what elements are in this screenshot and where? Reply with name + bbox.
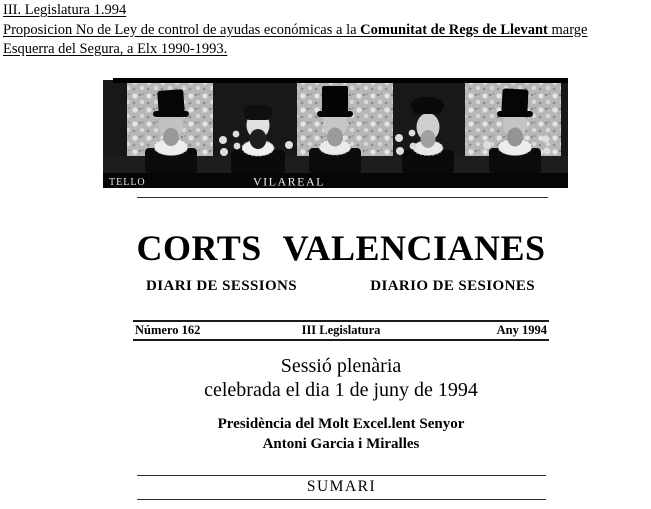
note-proposition-line	[3, 21, 587, 41]
subtitle-diario-de-sesiones: DIARIO DE SESIONES	[370, 278, 535, 294]
caption-band	[103, 173, 568, 188]
session-date: celebrada el dia 1 de juny de 1994	[204, 378, 478, 401]
divider-under-banner	[137, 197, 548, 198]
sumari-heading: SUMARI	[137, 475, 546, 500]
note-segura-line: Esquerra del Segura, a Elx 1990-1993.	[3, 41, 228, 57]
issue-legislature: III Legislatura	[301, 323, 381, 337]
note-proposition-bold: Comunitat de Regs de Llevant	[360, 21, 548, 38]
subtitle-diari-de-sessions: DIARI DE SESSIONS	[146, 278, 298, 294]
masthead-subtitles	[146, 278, 535, 295]
presidency-name: Antoni Garcia i Miralles	[262, 436, 420, 452]
issue-year: Any 1994	[496, 323, 547, 337]
annotation-notes	[3, 1, 587, 60]
caption-tello: TELLO	[109, 177, 146, 188]
engraving-top-border	[113, 78, 568, 83]
session-heading	[133, 355, 549, 402]
presidency-block	[133, 414, 549, 454]
caption-vilareal: VILAREAL	[253, 174, 325, 188]
note-legislature-line: III. Legislatura 1.994	[3, 2, 127, 18]
note-proposition-pre: Proposicion No de Ley de control de ayudas económicas a la	[3, 21, 361, 38]
issue-bar	[133, 320, 549, 341]
issue-number: Número 162	[135, 323, 201, 337]
banner-engraving-image	[103, 78, 568, 188]
note-proposition-post: marge	[547, 21, 588, 38]
session-title: Sessió plenària	[280, 355, 402, 377]
presidency-title: Presidència del Molt Excel.lent Senyor	[217, 416, 465, 432]
masthead-title: CORTS VALENCIANES	[136, 228, 546, 268]
